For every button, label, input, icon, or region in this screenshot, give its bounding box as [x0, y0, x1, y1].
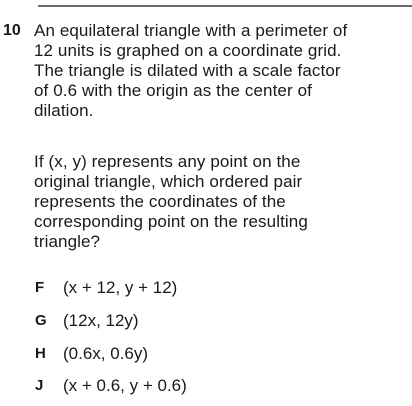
- answer-choice-g[interactable]: [35, 310, 139, 332]
- answer-choice-f[interactable]: [35, 277, 177, 299]
- stem-line: An equilateral triangle with a perimeter of: [34, 21, 348, 40]
- choice-text: (x + 12, y + 12): [63, 278, 178, 297]
- question-number: 10: [3, 22, 21, 39]
- top-divider: [38, 5, 412, 7]
- answer-choice-j[interactable]: [35, 375, 187, 397]
- prompt-line: corresponding point on the resulting: [34, 212, 308, 231]
- answer-choice-h[interactable]: [35, 343, 148, 365]
- choice-letter: G: [35, 312, 47, 329]
- choice-text: (12x, 12y): [63, 311, 139, 330]
- choice-letter: H: [35, 345, 46, 362]
- stem-line: dilation.: [34, 101, 94, 120]
- prompt-line: represents the coordinates of the: [34, 192, 286, 211]
- question-prompt: [34, 152, 408, 252]
- choice-letter: F: [35, 279, 45, 296]
- prompt-line: original triangle, which ordered pair: [34, 172, 303, 191]
- stem-line: of 0.6 with the origin as the center of: [34, 81, 312, 100]
- choice-text: (0.6x, 0.6y): [63, 344, 149, 363]
- prompt-line: If (x, y) represents any point on the: [34, 152, 301, 171]
- stem-line: The triangle is dilated with a scale factor: [34, 61, 341, 80]
- stem-line: 12 units is graphed on a coordinate grid.: [34, 41, 342, 60]
- question-stem: [34, 21, 408, 121]
- choice-letter: J: [35, 377, 44, 394]
- choice-text: (x + 0.6, y + 0.6): [63, 376, 187, 395]
- prompt-line: triangle?: [34, 232, 101, 251]
